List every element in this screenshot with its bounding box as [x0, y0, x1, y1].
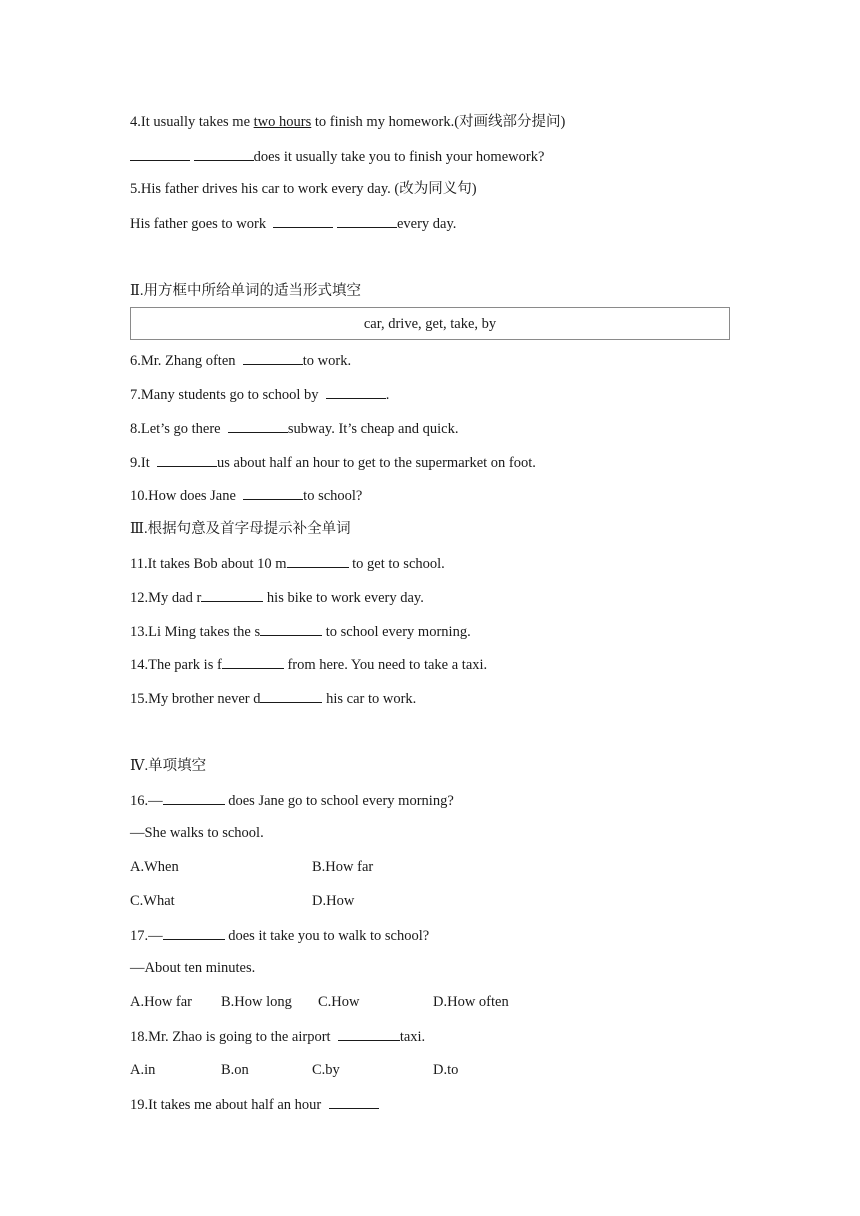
q17-option-b[interactable]: B.How long: [221, 994, 292, 1010]
question-19: [130, 1095, 379, 1114]
q10-text-after: to school?: [303, 488, 363, 504]
answer-blank[interactable]: [260, 689, 322, 703]
question-8: [130, 419, 458, 438]
q17-text-before: 17.—: [130, 928, 163, 944]
q17-text-after: does it take you to walk to school?: [224, 928, 430, 944]
question-5: 5.His father drives his car to work every day. (改为同义句): [130, 181, 477, 197]
section-4-heading: Ⅳ.单项填空: [130, 758, 207, 774]
question-17-reply: —About ten minutes.: [130, 960, 256, 976]
q6-text-before: 6.Mr. Zhang often: [130, 353, 240, 369]
answer-blank[interactable]: [287, 554, 349, 568]
question-18: [130, 1027, 425, 1046]
q18-option-c[interactable]: C.by: [312, 1062, 340, 1078]
answer-blank[interactable]: [194, 147, 254, 161]
question-10: [130, 486, 362, 505]
q14-text-before: 14.The park is f: [130, 657, 222, 673]
q9-text-after: us about half an hour to get to the supermarket on foot.: [216, 455, 536, 471]
q8-text-after: subway. It’s cheap and quick.: [287, 421, 459, 437]
q6-text-after: to work.: [302, 353, 352, 369]
question-13: [130, 622, 471, 641]
q7-text-after: .: [385, 387, 390, 403]
q17-option-a[interactable]: A.How far: [130, 994, 193, 1010]
answer-blank[interactable]: [228, 419, 288, 433]
answer-blank[interactable]: [201, 588, 263, 602]
q5-answer-before: His father goes to work: [130, 216, 270, 232]
answer-blank[interactable]: [130, 147, 190, 161]
question-6: [130, 351, 351, 370]
answer-blank[interactable]: [243, 351, 303, 365]
q16-option-c[interactable]: C.What: [130, 893, 175, 909]
q9-text-before: 9.It: [130, 455, 154, 471]
q13-text-after: to school every morning.: [322, 624, 471, 640]
q15-text-before: 15.My brother never d: [130, 691, 261, 707]
question-7: [130, 385, 389, 404]
q19-text-before: 19.It takes me about half an hour: [130, 1097, 325, 1113]
q4-text-before: 4.It usually takes me: [130, 114, 254, 130]
q13-text-before: 13.Li Ming takes the s: [130, 624, 261, 640]
q17-option-c[interactable]: C.How: [318, 994, 360, 1010]
q18-option-d[interactable]: D.to: [433, 1062, 459, 1078]
answer-blank[interactable]: [329, 1095, 379, 1109]
answer-blank[interactable]: [163, 926, 225, 940]
q18-text-after: taxi.: [399, 1029, 426, 1045]
q14-text-after: from here. You need to take a taxi.: [283, 657, 488, 673]
question-11: [130, 554, 445, 573]
q16-option-b[interactable]: B.How far: [312, 859, 374, 875]
q18-option-b[interactable]: B.on: [221, 1062, 249, 1078]
q7-text-before: 7.Many students go to school by: [130, 387, 323, 403]
q5-answer-after: every day.: [396, 216, 457, 232]
question-4: [130, 113, 565, 131]
q4-answer-rest: does it usually take you to finish your homework?: [253, 149, 545, 165]
q16-option-a[interactable]: A.When: [130, 859, 179, 875]
q11-text-after: to get to school.: [348, 556, 445, 572]
q12-text-after: his bike to work every day.: [263, 590, 424, 606]
q4-text-after: to finish my homework.(对画线部分提问): [311, 114, 566, 130]
q18-text-before: 18.Mr. Zhao is going to the airport: [130, 1029, 335, 1045]
q8-text-before: 8.Let’s go there: [130, 421, 225, 437]
q10-text-before: 10.How does Jane: [130, 488, 240, 504]
section-2-heading: Ⅱ.用方框中所给单词的适当形式填空: [130, 283, 361, 299]
q17-option-d[interactable]: D.How often: [433, 994, 509, 1010]
q4-underlined-phrase: two hours: [253, 114, 312, 130]
q15-text-after: his car to work.: [322, 691, 417, 707]
answer-blank[interactable]: [243, 486, 303, 500]
word-bank-words: car, drive, get, take, by: [363, 316, 497, 332]
section-3-heading: Ⅲ.根据句意及首字母提示补全单词: [130, 521, 351, 537]
question-5-answer: [130, 214, 456, 233]
answer-blank[interactable]: [157, 453, 217, 467]
answer-blank[interactable]: [326, 385, 386, 399]
question-16: [130, 791, 454, 810]
question-17: [130, 926, 429, 945]
answer-blank[interactable]: [337, 214, 397, 228]
answer-blank[interactable]: [260, 622, 322, 636]
question-16-reply: —She walks to school.: [130, 825, 264, 841]
answer-blank[interactable]: [222, 655, 284, 669]
q18-option-a[interactable]: A.in: [130, 1062, 156, 1078]
question-14: [130, 655, 487, 674]
question-15: [130, 689, 416, 708]
q11-text-before: 11.It takes Bob about 10 m: [130, 556, 287, 572]
word-bank-box: [130, 307, 730, 340]
answer-blank[interactable]: [273, 214, 333, 228]
q12-text-before: 12.My dad r: [130, 590, 202, 606]
q16-text-before: 16.—: [130, 793, 163, 809]
question-9: [130, 453, 536, 472]
answer-blank[interactable]: [338, 1027, 400, 1041]
q16-option-d[interactable]: D.How: [312, 893, 355, 909]
answer-blank[interactable]: [163, 791, 225, 805]
question-4-answer: [130, 147, 544, 166]
q16-text-after: does Jane go to school every morning?: [224, 793, 454, 809]
question-12: [130, 588, 424, 607]
